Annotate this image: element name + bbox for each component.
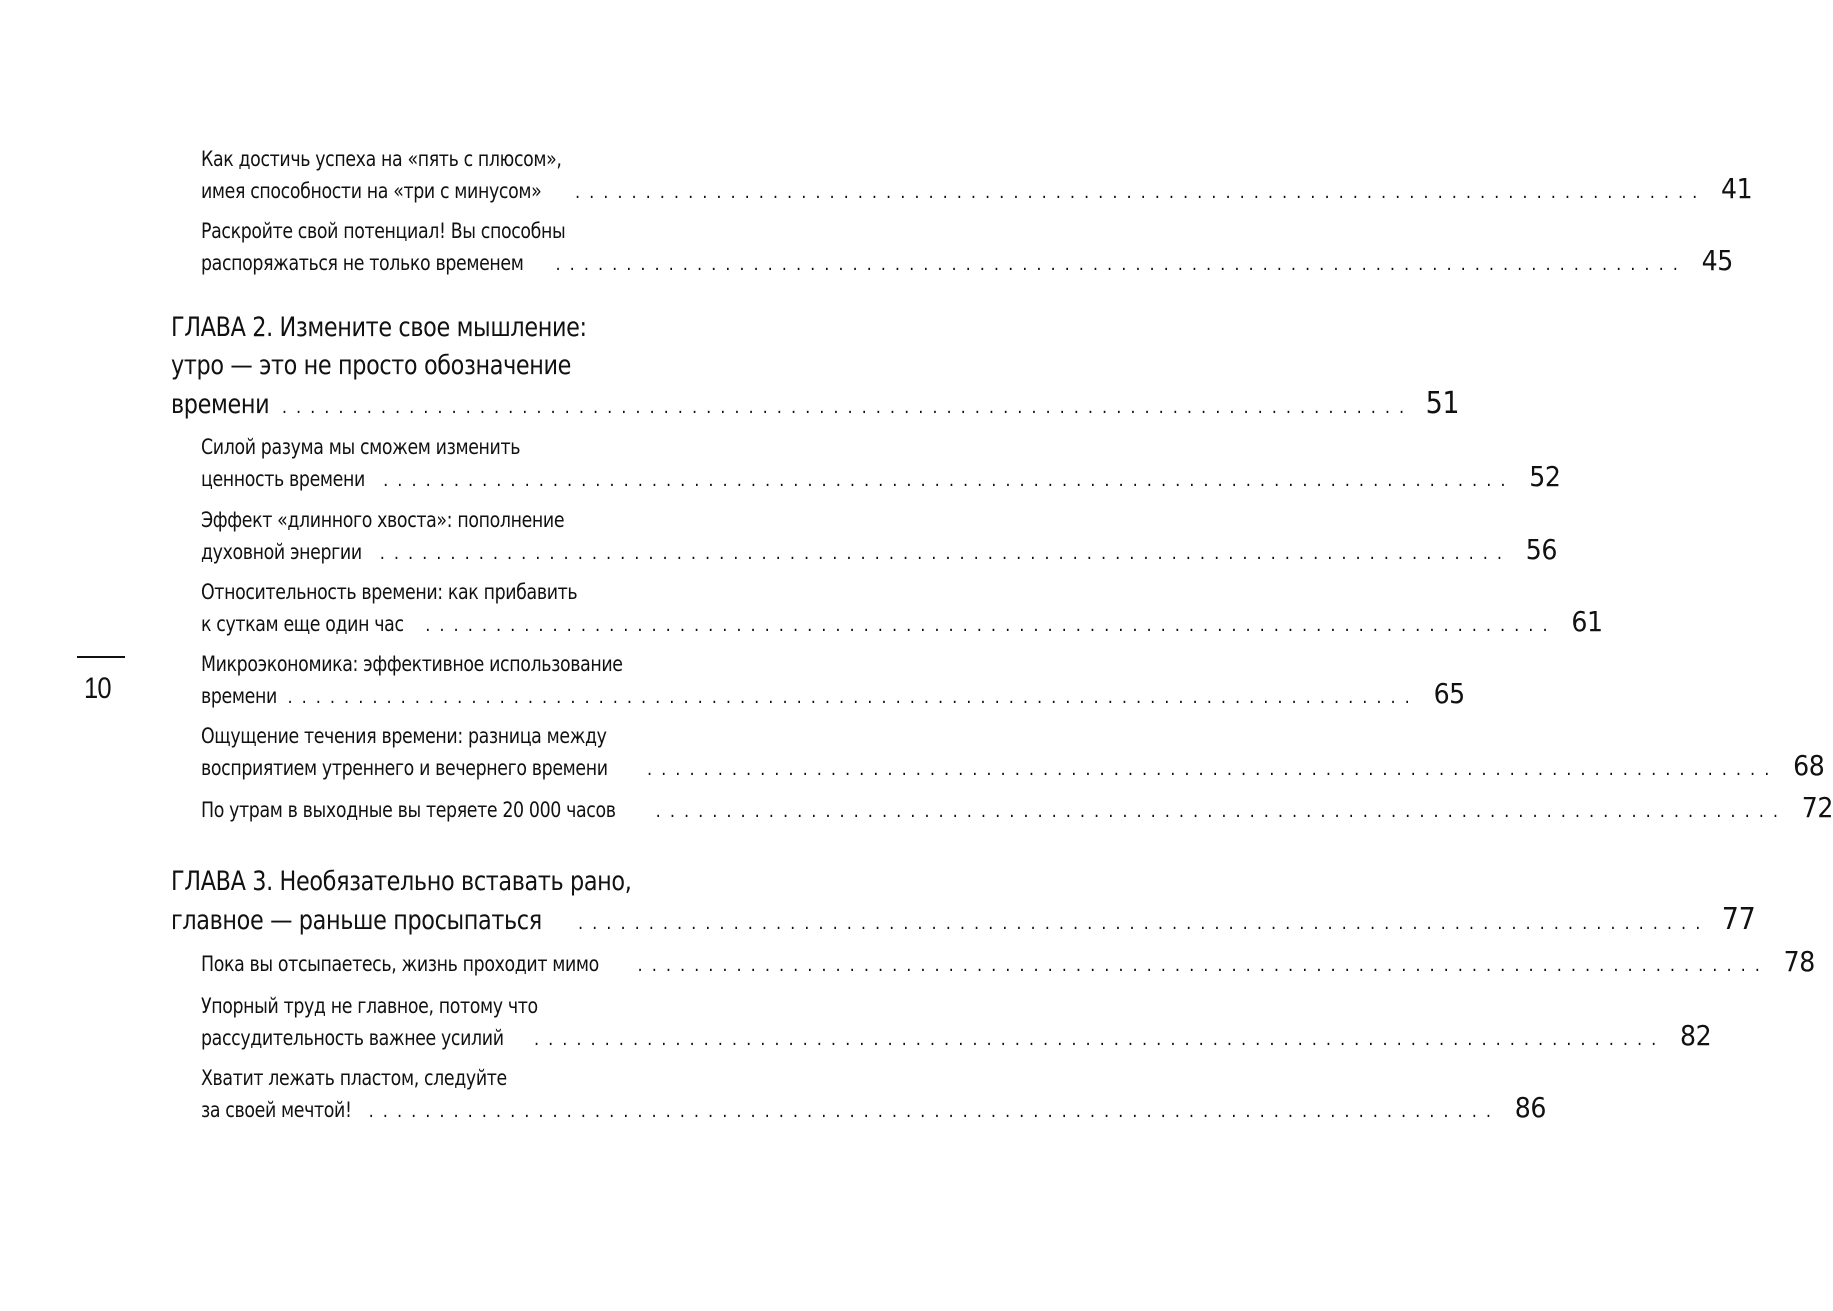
toc-page-number: 45	[1701, 244, 1733, 277]
toc-chapter-entry	[171, 309, 1460, 423]
toc-page-number: 86	[1514, 1091, 1546, 1124]
toc-entry-line: Хватит лежать пластом, следуйте	[201, 1066, 507, 1090]
toc-entry	[201, 721, 1825, 782]
toc-entry-line: По утрам в выходные вы теряете 20 000 часов	[201, 798, 616, 822]
dot-leader: ................................................................................	[425, 615, 1557, 636]
toc-page-number: 51	[1425, 386, 1460, 421]
toc-entry	[201, 505, 1558, 566]
toc-page-number: 68	[1793, 749, 1825, 782]
toc-entry	[201, 991, 1712, 1052]
dot-leader: ................................................................................	[287, 687, 1419, 708]
toc-page-number: 65	[1433, 677, 1465, 710]
toc-entry-line: имея способности на «три с минусом»	[201, 179, 542, 203]
toc-entry-line: Как достичь успеха на «пять с плюсом»,	[201, 147, 562, 171]
toc-entry	[201, 577, 1603, 638]
dot-leader: ................................................................................	[637, 955, 1769, 976]
toc-entry-line: Эффект «длинного хвоста»: пополнение	[201, 508, 565, 532]
toc-entry-line: распоряжаться не только временем	[201, 251, 524, 275]
toc-entry-line: Упорный труд не главное, потому что	[201, 994, 538, 1018]
toc-entry-line: Раскройте свой потенциал! Вы способны	[201, 219, 566, 243]
page-number-rule	[77, 656, 125, 658]
toc-entry	[201, 144, 1753, 205]
dot-leader: ................................................................................	[655, 801, 1787, 822]
toc-page-number: 82	[1680, 1019, 1712, 1052]
toc-entry-line: восприятием утреннего и вечернего времени	[201, 756, 608, 780]
dot-leader: ................................................................................	[555, 254, 1687, 275]
dot-leader: ................................................................................	[368, 1101, 1500, 1122]
dot-leader: ................................................................................	[533, 1029, 1666, 1050]
toc-entry-line: к суткам еще один час	[201, 612, 404, 636]
toc-chapter-line: утро — это не просто обозначение	[171, 350, 572, 381]
page-number: 10	[84, 672, 111, 705]
dot-leader: ................................................................................	[647, 759, 1779, 780]
toc-chapter-line: ГЛАВА 2. Измените свое мышление:	[171, 312, 587, 343]
toc-entry-line: ценность времени	[201, 467, 365, 491]
toc-entry-line: за своей мечтой!	[201, 1098, 352, 1122]
toc-page-number: 61	[1571, 605, 1603, 638]
toc-entry-line: Относительность времени: как прибавить	[201, 580, 578, 604]
toc-entry	[201, 649, 1465, 710]
toc-entry-line: рассудительность важнее усилий	[201, 1026, 504, 1050]
toc-page-number: 78	[1783, 945, 1815, 978]
toc-page-number: 52	[1529, 460, 1561, 493]
dot-leader: ................................................................................	[383, 470, 1515, 491]
toc-entry	[201, 945, 1815, 978]
toc-entry-line: Микроэкономика: эффективное использование	[201, 652, 623, 676]
toc-chapter-line: главное — раньше просыпаться	[171, 905, 542, 936]
toc-entry-line: времени	[201, 684, 277, 708]
toc-chapter-line: времени	[171, 389, 270, 420]
dot-leader: ................................................................................	[379, 543, 1512, 564]
toc-page-number: 56	[1525, 533, 1558, 566]
dot-leader: ................................................................................	[574, 182, 1707, 203]
toc-chapter-entry	[171, 863, 1756, 939]
toc-entry	[201, 216, 1733, 277]
toc-entry-line: Пока вы отсыпаетесь, жизнь проходит мимо	[201, 952, 599, 976]
toc-page-number: 72	[1801, 791, 1833, 824]
toc-chapter-line: ГЛАВА 3. Необязательно вставать рано,	[171, 866, 632, 897]
toc-entry	[201, 432, 1561, 493]
toc-entry	[201, 1063, 1546, 1124]
toc-entry	[201, 791, 1833, 824]
toc-entry-line: Силой разума мы сможем изменить	[201, 435, 521, 459]
toc-entry-line: Ощущение течения времени: разница между	[201, 724, 607, 748]
toc-page-number: 41	[1721, 172, 1753, 205]
toc-entry-line: духовной энергии	[201, 540, 362, 564]
dot-leader: ................................................................................	[578, 913, 1710, 934]
dot-leader: ................................................................................	[281, 397, 1414, 418]
toc-page-number: 77	[1721, 902, 1756, 937]
